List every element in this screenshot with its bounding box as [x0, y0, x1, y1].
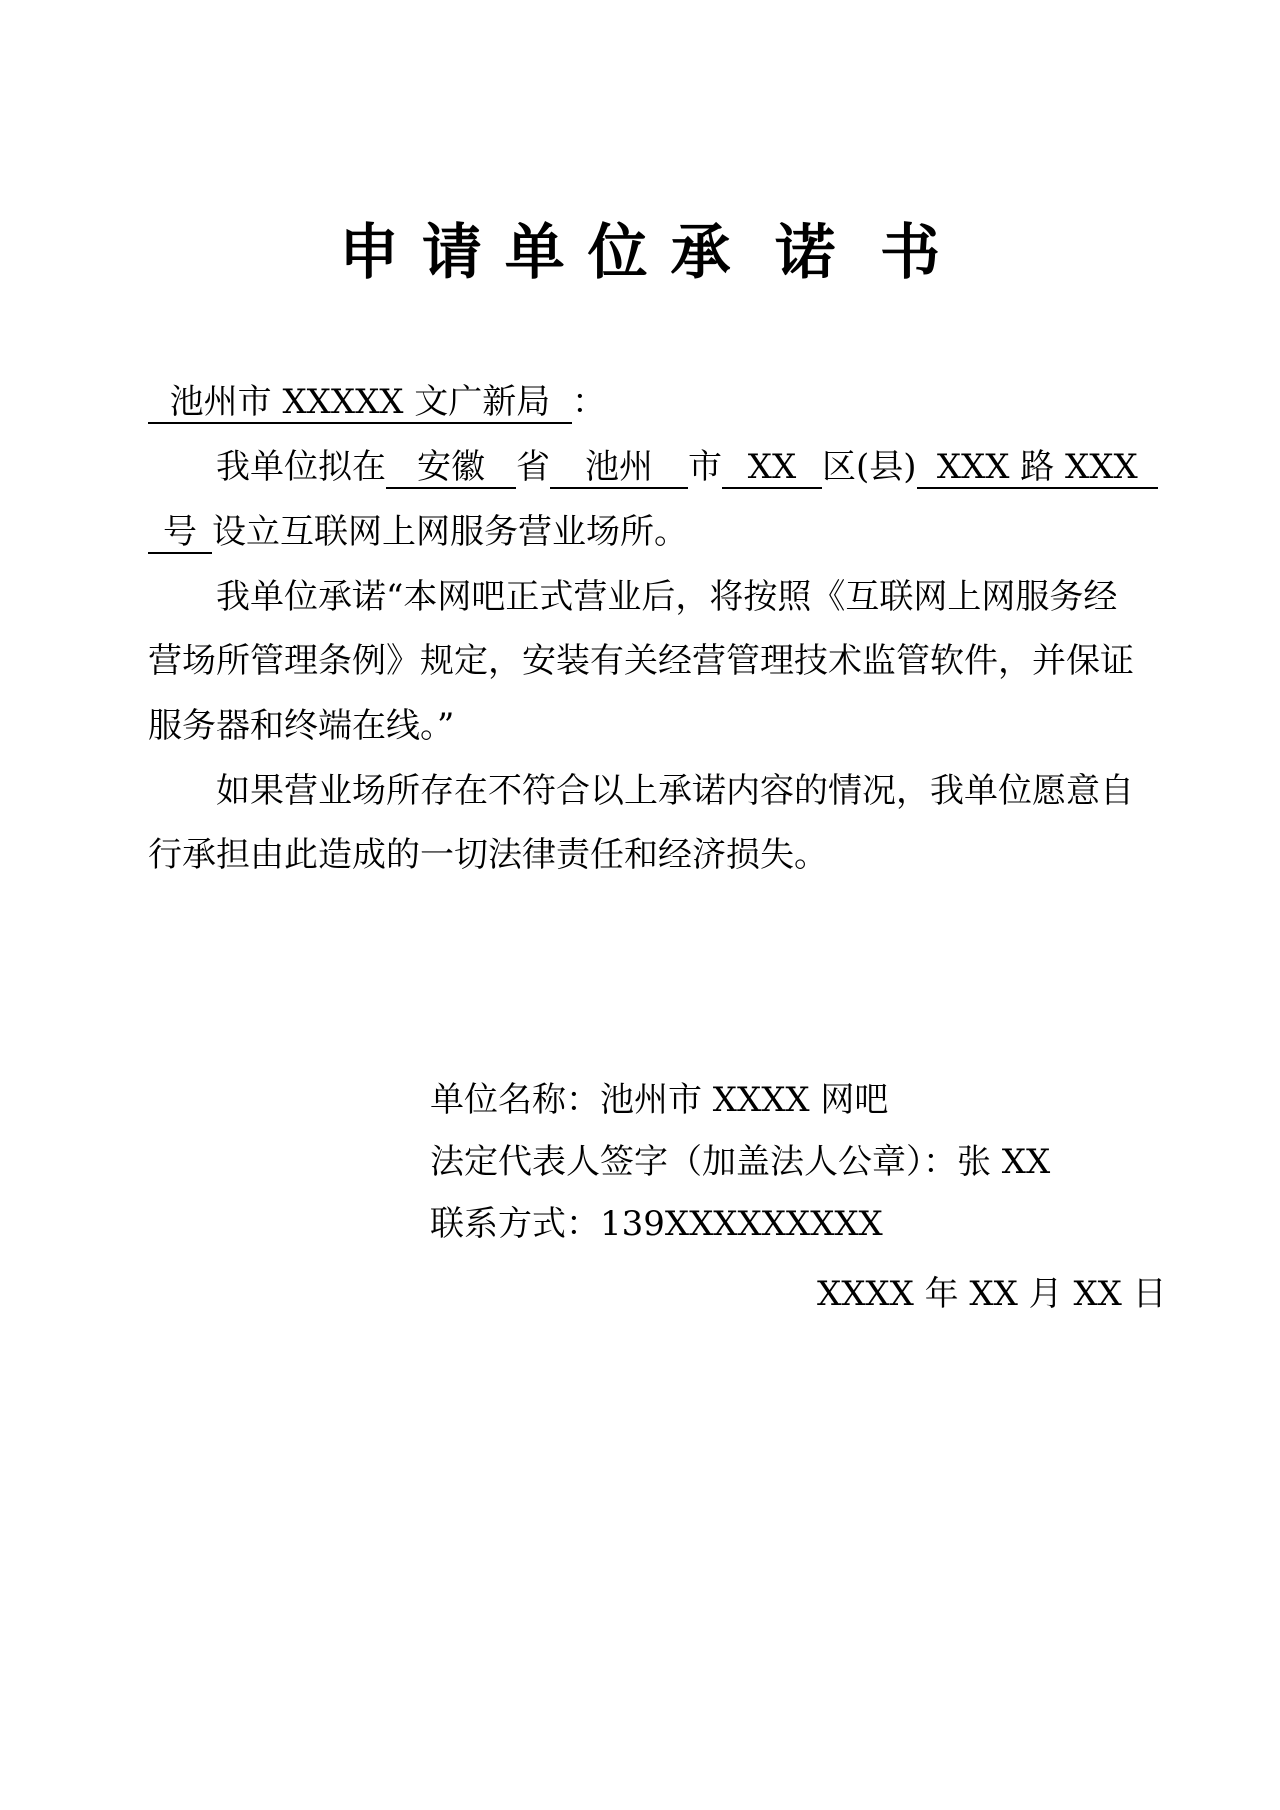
signature-contact: 联系方式：139XXXXXXXXX — [430, 1204, 883, 1244]
location-line-1 — [148, 445, 1158, 489]
liability-line-1: 如果营业场所存在不符合以上承诺内容的情况，我单位愿意自 — [216, 771, 1134, 811]
district-suffix: 区(县) — [822, 447, 917, 487]
province-blank: 安徽 — [386, 445, 516, 489]
location-line-2 — [148, 510, 1133, 554]
commitment-line-1: 我单位承诺“本网吧正式营业后，将按照《互联网上网服务经 — [216, 577, 1118, 617]
city-suffix: 市 — [688, 447, 722, 487]
street-blank: XXX 路 XXX — [917, 445, 1158, 489]
salutation-colon: ： — [572, 382, 606, 422]
city-blank: 池州 — [550, 445, 688, 489]
recipient-blank: 池州市 XXXXX 文广新局 — [148, 380, 572, 424]
salutation-line — [148, 380, 1133, 424]
signature-date: XXXX 年 XX 月 XX 日 — [817, 1274, 1167, 1314]
commitment-line-3: 服务器和终端在线。” — [148, 706, 455, 746]
commitment-line-2: 营场所管理条例》规定，安装有关经营管理技术监管软件，并保证 — [148, 641, 1134, 681]
signature-unit-name: 单位名称：池州市 XXXX 网吧 — [430, 1080, 889, 1120]
location-lead: 我单位拟在 — [216, 447, 386, 487]
number-blank: 号 — [148, 510, 212, 554]
liability-line-2: 行承担由此造成的一切法律责任和经济损失。 — [148, 835, 828, 875]
location-tail: 设立互联网上网服务营业场所。 — [212, 512, 688, 552]
document-title: 申 请 单 位 承 诺 书 — [338, 218, 942, 288]
signature-legal-representative: 法定代表人签字（加盖法人公章）：张 XX — [430, 1142, 1051, 1182]
district-blank: XX — [722, 445, 822, 489]
province-suffix: 省 — [516, 447, 550, 487]
